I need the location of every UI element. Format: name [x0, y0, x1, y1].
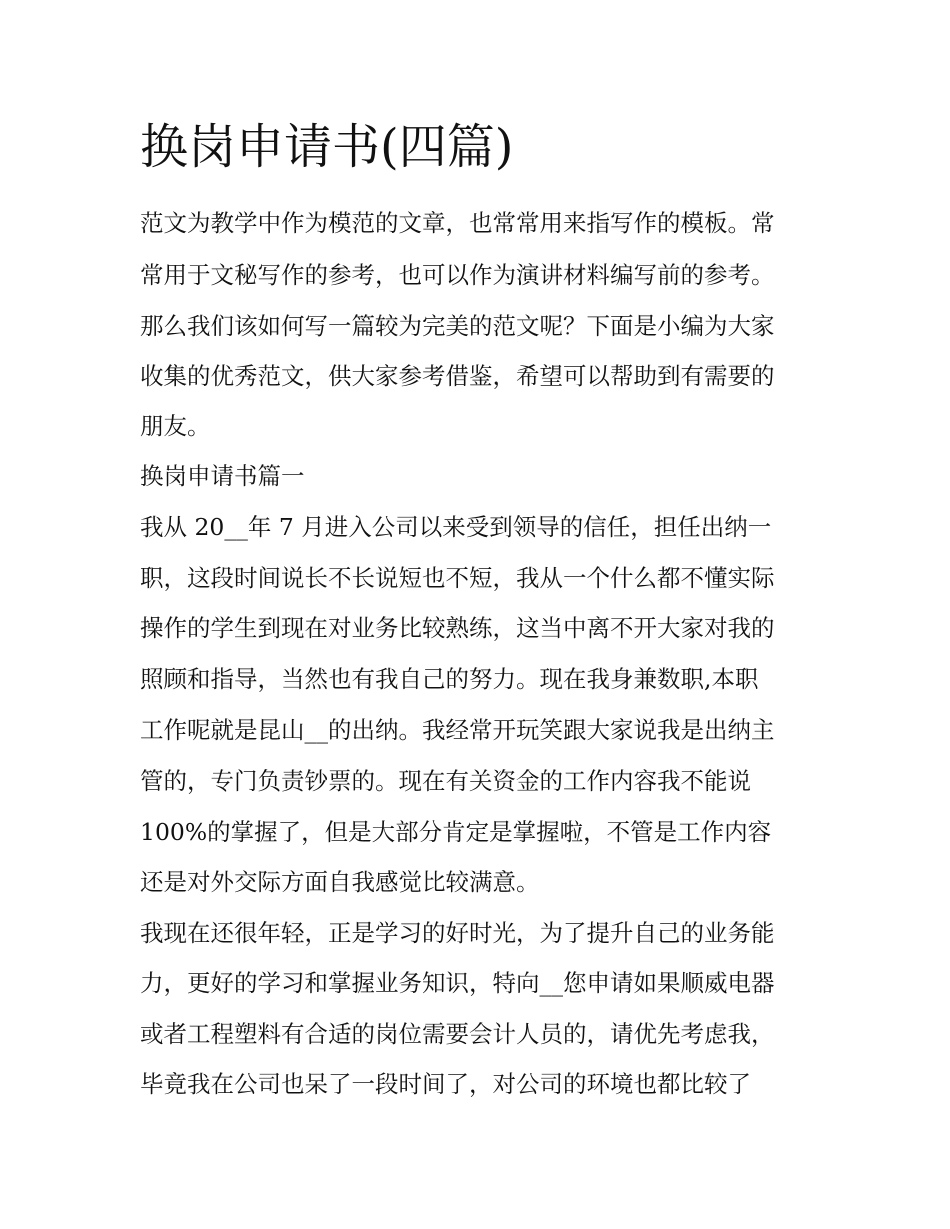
intro-line-4: 收集的优秀范文，供大家参考借鉴，希望可以帮助到有需要的	[140, 362, 775, 390]
body-line-2: 职，这段时间说长不长说短也不短，我从一个什么都不懂实际	[140, 564, 775, 592]
intro-line-3: 那么我们该如何写一篇较为完美的范文呢？下面是小编为大家	[140, 312, 775, 340]
body-line-12: 毕竟我在公司也呆了一段时间了，对公司的环境也都比较了	[140, 1070, 751, 1098]
body-line-7: 100%的掌握了，但是大部分肯定是掌握啦，不管是工作内容	[140, 818, 772, 846]
body-line-4: 照顾和指导，当然也有我自己的努力。现在我身兼数职,本职	[140, 665, 759, 693]
body-line-1: 我从 20__年 7 月进入公司以来受到领导的信任，担任出纳一	[140, 513, 772, 541]
body-line-3: 操作的学生到现在对业务比较熟练，这当中离不开大家对我的	[140, 614, 775, 642]
body-line-8: 还是对外交际方面自我感觉比较满意。	[140, 868, 540, 896]
intro-line-1: 范文为教学中作为模范的文章，也常常用来指写作的模板。常	[140, 209, 775, 237]
body-line-9: 我现在还很年轻，正是学习的好时光，为了提升自己的业务能	[140, 919, 775, 947]
intro-line-2: 常用于文秘写作的参考，也可以作为演讲材料编写前的参考。	[140, 261, 775, 289]
document-title: 换岗申请书(四篇)	[140, 119, 514, 175]
body-line-10: 力，更好的学习和掌握业务知识，特向__您申请如果顺威电器	[140, 969, 775, 997]
body-line-11: 或者工程塑料有合适的岗位需要会计人员的，请优先考虑我，	[140, 1020, 775, 1048]
body-line-5: 工作呢就是昆山__的出纳。我经常开玩笑跟大家说我是出纳主	[140, 716, 775, 744]
body-line-6: 管的，专门负责钞票的。现在有关资金的工作内容我不能说	[140, 767, 751, 795]
section-heading: 换岗申请书篇一	[140, 462, 305, 490]
intro-line-5: 朋友。	[140, 412, 211, 440]
